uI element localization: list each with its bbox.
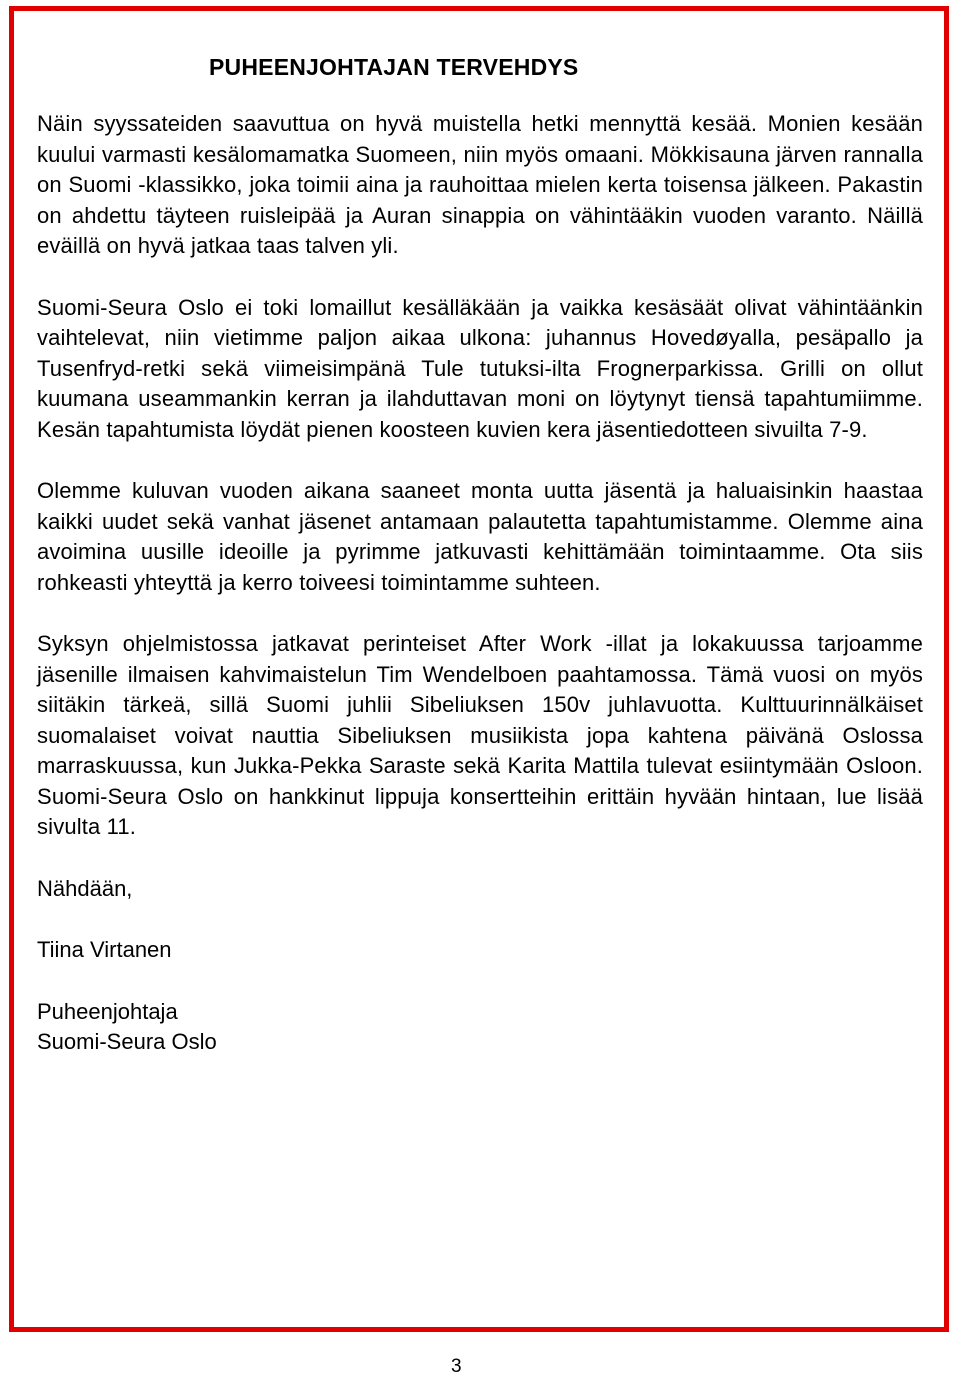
page-number: 3: [451, 1356, 462, 1377]
letter-content: [37, 52, 923, 1089]
signer-organization: Suomi-Seura Oslo: [37, 1029, 217, 1054]
signer-name: Tiina Virtanen: [37, 937, 172, 962]
signer-block: [37, 997, 923, 1058]
paragraph-events: Suomi-Seura Oslo ei toki lomaillut kesälläkään ja vaikka kesäsäät olivat vähintäänkin vaihtelevat, niin vietimme paljon aikaa ulkona: juhannus Hovedøyalla, pesäpallo ja Tusenfryd-retki sekä viimeisimpänä Tule tutuksi-ilta Frognerparkissa. Grilli on ollut kuumana useammankin kerran ja ilahduttavan moni on löytynyt tiensä tapahtumiimme. Kesän tapahtumista löydät pienen koosteen kuvien kera jäsentiedotteen sivuilta 7-9.: [37, 294, 923, 442]
page-title: PUHEENJOHTAJAN TERVEHDYS: [209, 54, 579, 80]
paragraph-summer: Näin syyssateiden saavuttua on hyvä muistella hetki mennyttä kesää. Monien kesään kuului varmasti kesälomamatka Suomeen, niin myös omaani. Mökkisauna järven rannalla on Suomi -klassikko, joka toimii aina ja rauhoittaa mielen kerta toisensa jälkeen. Pakastin on ahdettu täyteen ruisleipää ja Auran sinappia on vähintääkin vuoden varanto. Näillä eväillä on hyvä jatkaa taas talven yli.: [37, 111, 923, 258]
greeting: Nähdään,: [37, 875, 133, 901]
signer-role: Puheenjohtaja: [37, 998, 178, 1024]
paragraph-members: Olemme kuluvan vuoden aikana saaneet monta uutta jäsentä ja haluaisinkin haastaa kaikki uudet sekä vanhat jäsenet antamaan palautetta tapahtumistamme. Olemme aina avoimina uusille ideoille ja pyrimme jatkuvasti kehittämään toimintaamme. Ota siis rohkeasti yhteyttä ja kerro toiveesi toimintamme suhteen.: [37, 478, 923, 595]
paragraph-autumn-program: Syksyn ohjelmistossa jatkavat perinteiset After Work -illat ja lokakuussa tarjoamme jäsenille ilmaisen kahvimaistelun Tim Wendelboen paahtamossa. Tämä vuosi on myös siitäkin tärkeä, sillä Suomi juhlii Sibeliuksen 150v juhlavuotta. Kulttuurinnälkäiset suomalaiset voivat nauttia Sibeliuksen musiikista jopa kahtena päivänä Oslossa marraskuussa, kun Jukka-Pekka Saraste sekä Karita Mattila tulevat esiintymään Osloon. Suomi-Seura Oslo on hankkinut lippuja konsertteihin erittäin hyvään hintaan, lue lisää sivulta 11.: [37, 631, 923, 839]
